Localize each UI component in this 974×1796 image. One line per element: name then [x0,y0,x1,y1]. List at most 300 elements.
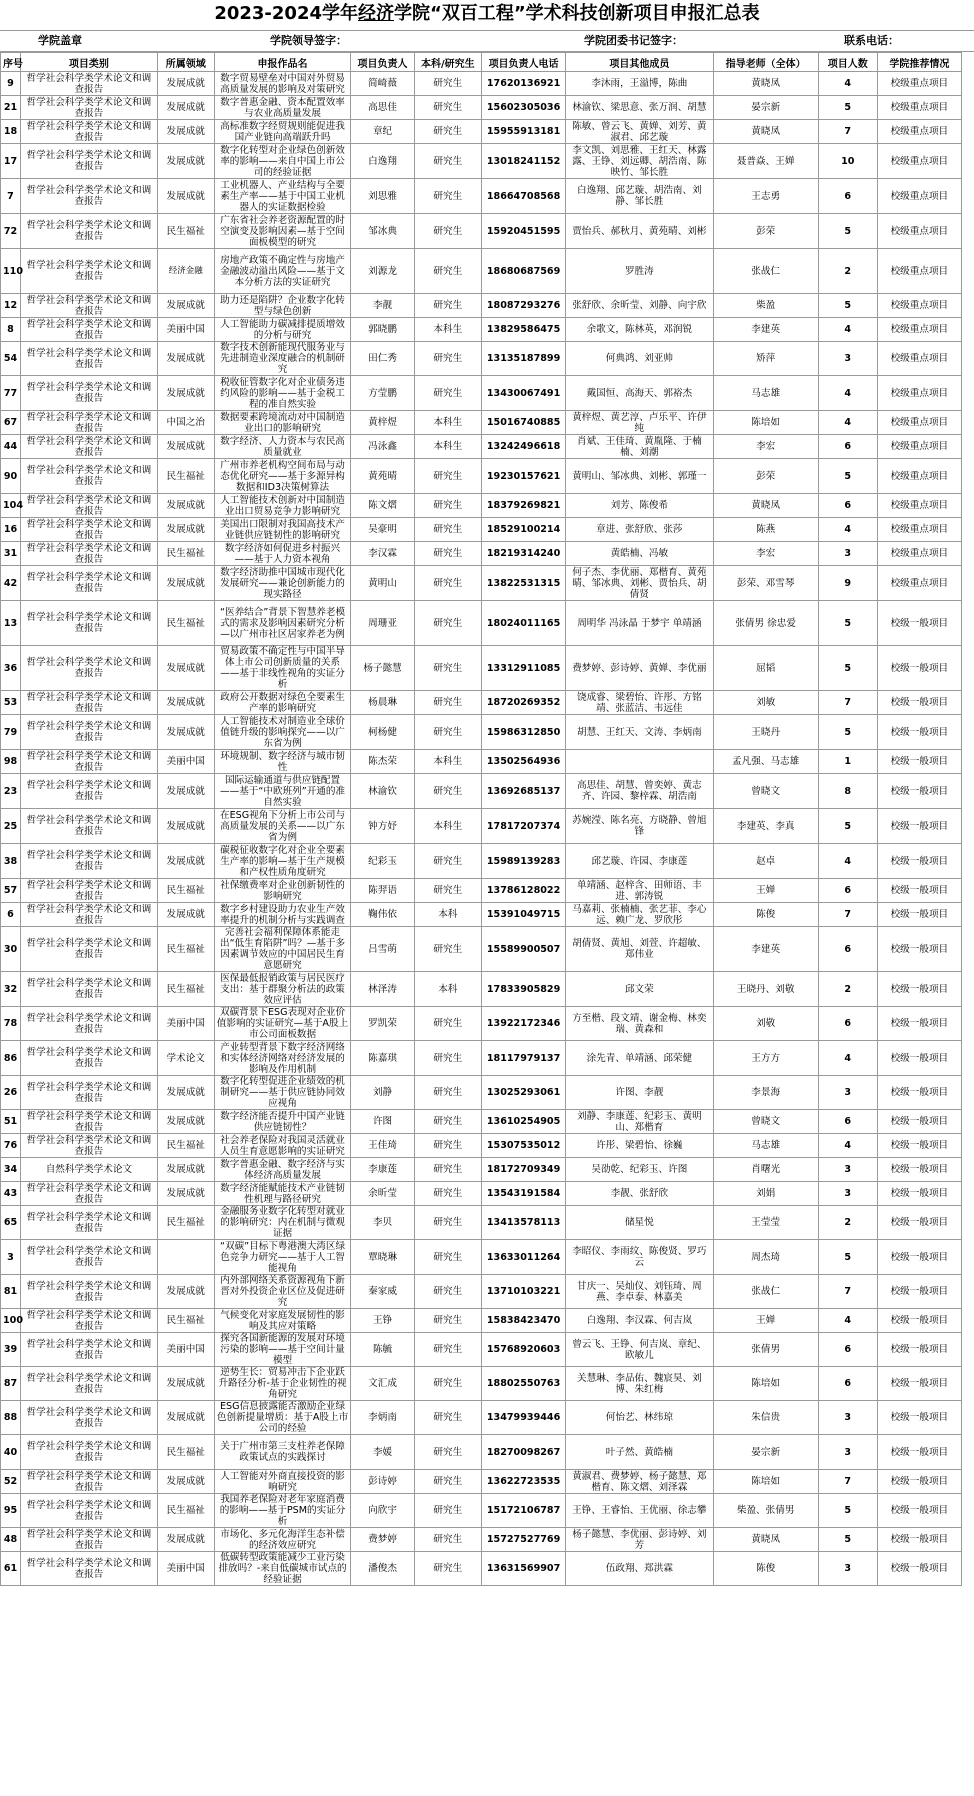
cell-category: 哲学社会科学类学术论文和调查报告 [20,646,157,691]
cell-field: 民生福祉 [157,972,214,1007]
cell-leader: 秦家威 [351,1275,414,1309]
cell-field: 发展成就 [157,1076,214,1110]
cell-category: 哲学社会科学类学术论文和调查报告 [20,1494,157,1528]
col-count: 项目人数 [818,53,877,72]
cell-leader: 郭晓鹏 [351,318,414,342]
cell-advisor: 晏宗新 [713,1435,818,1470]
cell-recommend: 校级一般项目 [877,1435,961,1470]
cell-phone: 13922172346 [481,1007,565,1041]
cell-members: 王铮、王睿怡、王优丽、徐志攀 [566,1494,713,1528]
cell-level: 研究生 [414,691,481,715]
cell-name: 高标准数字经贸规则能促进我国产业链向高端跃升吗 [214,120,351,144]
col-phone: 项目负责人电话 [481,53,565,72]
cell-phone: 13692685137 [481,774,565,809]
cell-field: 民生福祉 [157,879,214,903]
cell-no: 72 [1,214,21,249]
cell-level: 研究生 [414,1134,481,1158]
cell-name: 人工智能技术创新对中国制造业出口贸易竞争力影响研究 [214,494,351,518]
cell-phone: 13430067491 [481,376,565,411]
cell-count: 7 [818,903,877,927]
cell-level: 研究生 [414,1206,481,1240]
cell-members: 何怡艺、林纬琼 [566,1401,713,1435]
cell-no: 25 [1,809,21,844]
cell-no: 26 [1,1076,21,1110]
col-field: 所属领域 [157,53,214,72]
cell-recommend: 校级重点项目 [877,249,961,294]
cell-name: 数字贸易壁垒对中国对外贸易高质量发展的影响及对策研究 [214,72,351,96]
cell-advisor: 肖曙光 [713,1158,818,1182]
cell-field: 民生福祉 [157,459,214,494]
cell-no: 7 [1,179,21,214]
cell-phone: 17833905829 [481,972,565,1007]
cell-no: 81 [1,1275,21,1309]
cell-level: 研究生 [414,1552,481,1586]
cell-leader: 王铮 [351,1309,414,1333]
cell-no: 100 [1,1309,21,1333]
cell-no: 8 [1,318,21,342]
cell-field: 发展成就 [157,376,214,411]
cell-advisor: 张倩男 [713,1333,818,1367]
cell-field: 发展成就 [157,774,214,809]
cell-count: 5 [818,294,877,318]
cell-name: 美国出口限制对我国高技术产业链供应链韧性的影响研究 [214,518,351,542]
cell-advisor: 孟凡强、马志雄 [713,750,818,774]
cell-category: 哲学社会科学类学术论文和调查报告 [20,809,157,844]
cell-category: 哲学社会科学类学术论文和调查报告 [20,715,157,750]
cell-level: 研究生 [414,1007,481,1041]
cell-level: 研究生 [414,542,481,566]
cell-name: “医养结合”背景下智慧养老模式的需求及影响因素研究分析—以广州市社区居家养老为例 [214,601,351,646]
cell-recommend: 校级重点项目 [877,318,961,342]
cell-field: 发展成就 [157,120,214,144]
col-no: 序号 [1,53,21,72]
cell-no: 32 [1,972,21,1007]
cell-advisor: 黄晓凤 [713,494,818,518]
cell-category: 哲学社会科学类学术论文和调查报告 [20,903,157,927]
cell-members: 邱文荣 [566,972,713,1007]
table-row [1,1552,962,1586]
cell-count: 6 [818,879,877,903]
cell-field: 发展成就 [157,435,214,459]
cell-leader: 杨子懿慧 [351,646,414,691]
cell-name: 产业转型背景下数字经济网络和实体经济网络对经济发展的影响及作用机制 [214,1041,351,1076]
cell-advisor: 屈韬 [713,646,818,691]
cell-advisor: 张战仁 [713,249,818,294]
table-row [1,1182,962,1206]
table-row [1,1309,962,1333]
cell-level: 本科 [414,903,481,927]
cell-members: 黄梓煜、黄艺淳、卢乐平、许伊纯 [566,411,713,435]
cell-phone: 18270098267 [481,1435,565,1470]
cell-leader: 李媛 [351,1435,414,1470]
cell-phone: 13710103221 [481,1275,565,1309]
cell-category: 哲学社会科学类学术论文和调查报告 [20,1470,157,1494]
cell-leader: 鞠伟依 [351,903,414,927]
cell-members: 刘静、李康莲、纪彩玉、黄明山、郑楷育 [566,1110,713,1134]
cell-members: 涂先青、单靖涵、邱荣健 [566,1041,713,1076]
cell-field: 美丽中国 [157,1552,214,1586]
cell-leader: 李汉霖 [351,542,414,566]
cell-phone: 15602305036 [481,96,565,120]
cell-leader: 方莹鹏 [351,376,414,411]
cell-field: 发展成就 [157,1528,214,1552]
cell-no: 77 [1,376,21,411]
cell-category: 哲学社会科学类学术论文和调查报告 [20,214,157,249]
cell-advisor: 赵卓 [713,844,818,879]
cell-name: 数字经济能赋能技术产业链韧性机理与路径研究 [214,1182,351,1206]
cell-leader: 简崎薇 [351,72,414,96]
table-row [1,1041,962,1076]
cell-field: 发展成就 [157,1110,214,1134]
table-body [1,72,962,1586]
cell-field: 发展成就 [157,691,214,715]
cell-members: 黄皓楠、冯敏 [566,542,713,566]
cell-no: 17 [1,144,21,179]
cell-level: 研究生 [414,1041,481,1076]
cell-category: 哲学社会科学类学术论文和调查报告 [20,844,157,879]
cell-leader: 吕雪萌 [351,927,414,972]
cell-count: 5 [818,715,877,750]
cell-field: 发展成就 [157,1158,214,1182]
cell-leader: 彭诗婷 [351,1470,414,1494]
cell-no: 44 [1,435,21,459]
cell-members: 伍政翔、郑洪霖 [566,1552,713,1586]
cell-category: 哲学社会科学类学术论文和调查报告 [20,144,157,179]
cell-leader: 陈毓 [351,1333,414,1367]
cell-advisor: 聂普焱、王婵 [713,144,818,179]
cell-recommend: 校级重点项目 [877,494,961,518]
cell-count: 10 [818,144,877,179]
cell-category: 哲学社会科学类学术论文和调查报告 [20,972,157,1007]
cell-category: 哲学社会科学类学术论文和调查报告 [20,318,157,342]
cell-advisor: 黄晓凤 [713,120,818,144]
cell-recommend: 校级重点项目 [877,294,961,318]
cell-recommend: 校级一般项目 [877,1158,961,1182]
cell-phone: 13242496618 [481,435,565,459]
table-row [1,879,962,903]
cell-name: 广东省社会养老资源配置的时空演变及影响因素—基于空间面板模型的研究 [214,214,351,249]
cell-leader: 覃晓琳 [351,1240,414,1275]
cell-advisor: 张战仁 [713,1275,818,1309]
cell-phone: 13479939446 [481,1401,565,1435]
cell-field: 发展成就 [157,1275,214,1309]
cell-phone: 13631569907 [481,1552,565,1586]
cell-no: 40 [1,1435,21,1470]
cell-level: 研究生 [414,879,481,903]
cell-recommend: 校级一般项目 [877,715,961,750]
cell-field: 中国之治 [157,411,214,435]
cell-count: 4 [818,1309,877,1333]
cell-members: 李沐雨，王溢博，陈曲 [566,72,713,96]
cell-phone: 18117979137 [481,1041,565,1076]
table-row [1,249,962,294]
cell-phone: 15955913181 [481,120,565,144]
cell-level: 研究生 [414,1470,481,1494]
table-row [1,318,962,342]
cell-field: 民生福祉 [157,1435,214,1470]
cell-recommend: 校级重点项目 [877,72,961,96]
cell-phone: 13610254905 [481,1110,565,1134]
cell-name: 探究各国新能源的发展对环境污染的影响——基于空间计量模型 [214,1333,351,1367]
cell-members: 李靓、张舒欣 [566,1182,713,1206]
cell-phone: 15589900507 [481,927,565,972]
cell-recommend: 校级重点项目 [877,459,961,494]
page-title [0,0,974,30]
cell-recommend: 校级重点项目 [877,214,961,249]
table-row [1,1206,962,1240]
cell-no: 16 [1,518,21,542]
cell-name: 气候变化对家庭发展韧性的影响及其应对策略 [214,1309,351,1333]
table-row [1,376,962,411]
cell-members: 饶成睿、梁碧怡、许彤、方铭靖、张蓝洁、韦远佳 [566,691,713,715]
cell-field: 发展成就 [157,1182,214,1206]
cell-field: 美丽中国 [157,1007,214,1041]
cell-category: 哲学社会科学类学术论文和调查报告 [20,342,157,376]
cell-count: 5 [818,809,877,844]
cell-advisor: 王晓丹、刘敬 [713,972,818,1007]
cell-no: 31 [1,542,21,566]
cell-advisor: 王莹莹 [713,1206,818,1240]
title-rest: 学院“双百工程”学术科技创新项目申报汇总表 [394,3,760,24]
cell-leader: 陈文熠 [351,494,414,518]
cell-leader: 陈羿语 [351,879,414,903]
cell-advisor: 彭荣、邓雪琴 [713,566,818,601]
cell-no: 110 [1,249,21,294]
cell-leader: 刘源龙 [351,249,414,294]
cell-advisor: 矫萍 [713,342,818,376]
cell-count: 6 [818,1007,877,1041]
cell-field: 美丽中国 [157,318,214,342]
cell-category: 哲学社会科学类学术论文和调查报告 [20,72,157,96]
cell-no: 39 [1,1333,21,1367]
cell-no: 52 [1,1470,21,1494]
cell-count: 4 [818,72,877,96]
table-row [1,72,962,96]
cell-advisor: 彭荣 [713,214,818,249]
cell-name: 内外部网络关系资源视角下新晋对外投资企业区位及促进研究 [214,1275,351,1309]
cell-field: 发展成就 [157,715,214,750]
cell-field: 发展成就 [157,1401,214,1435]
cell-name: 数字化转型促进企业绩效的机制研究——基于供应链协同效应视角 [214,1076,351,1110]
cell-level: 研究生 [414,459,481,494]
cell-field: 发展成就 [157,342,214,376]
cell-field: 发展成就 [157,518,214,542]
cell-advisor: 王晓丹 [713,715,818,750]
cell-level: 研究生 [414,1076,481,1110]
cell-category: 哲学社会科学类学术论文和调查报告 [20,1076,157,1110]
cell-leader: 吴豪明 [351,518,414,542]
cell-members: 单靖涵、赵梓含、田师语、丰进、郭涛锐 [566,879,713,903]
cell-advisor: 曾晓文 [713,1110,818,1134]
cell-advisor: 李宏 [713,542,818,566]
cell-level: 研究生 [414,376,481,411]
cell-field: 发展成就 [157,1470,214,1494]
cell-level: 研究生 [414,774,481,809]
cell-name: 房地产政策不确定性与房地产金融波动溢出风险——基于文本分析方法的实证研究 [214,249,351,294]
cell-leader: 钟方妤 [351,809,414,844]
cell-members: 储星悦 [566,1206,713,1240]
cell-count: 2 [818,1206,877,1240]
cell-category: 哲学社会科学类学术论文和调查报告 [20,1110,157,1134]
cell-count: 4 [818,1134,877,1158]
table-row [1,214,962,249]
cell-name: ESG信息披露能否激励企业绿色创新提量增质：基于A股上市公司的经验 [214,1401,351,1435]
cell-field: 发展成就 [157,809,214,844]
table-row [1,411,962,435]
table-row [1,1333,962,1367]
cell-field: 发展成就 [157,903,214,927]
cell-name: 医保最低报销政策与居民医疗支出：基于群聚分析法的政策效应评估 [214,972,351,1007]
cell-category: 哲学社会科学类学术论文和调查报告 [20,1435,157,1470]
cell-recommend: 校级一般项目 [877,1401,961,1435]
cell-members: 许图、李靓 [566,1076,713,1110]
cell-phone: 17817207374 [481,809,565,844]
cell-members: 叶子然、黄皓楠 [566,1435,713,1470]
cell-name: 广州市养老机构空间布局与动态优化研究——基于多源异构数据和ID3决策树算法 [214,459,351,494]
cell-members: 肖斌、王佳琦、黄胤隆、于楠楠、刘潮 [566,435,713,459]
cell-phone: 15986312850 [481,715,565,750]
cell-category: 哲学社会科学类学术论文和调查报告 [20,249,157,294]
cell-members: 费梦婷、彭诗婷、黄婵、李优丽 [566,646,713,691]
cell-count: 6 [818,927,877,972]
cell-leader: 柯杨健 [351,715,414,750]
cell-no: 18 [1,120,21,144]
cell-name: 人工智能技术对制造业全球价值链升级的影响探究——以广东省为例 [214,715,351,750]
table-row [1,1007,962,1041]
cell-leader: 李靓 [351,294,414,318]
cell-category: 哲学社会科学类学术论文和调查报告 [20,494,157,518]
table-row [1,691,962,715]
cell-category: 哲学社会科学类学术论文和调查报告 [20,927,157,972]
cell-field: 发展成就 [157,844,214,879]
cell-phone: 18802550763 [481,1367,565,1401]
cell-no: 67 [1,411,21,435]
cell-count: 5 [818,96,877,120]
cell-field: 发展成就 [157,494,214,518]
cell-field: 发展成就 [157,646,214,691]
cell-phone: 15391049715 [481,903,565,927]
cell-phone: 18529100214 [481,518,565,542]
cell-field: 发展成就 [157,179,214,214]
cell-phone: 15307535012 [481,1134,565,1158]
cell-phone: 13633011264 [481,1240,565,1275]
cell-name: 社会养老保险对我国灵活就业人员生育意愿影响的实证研究 [214,1134,351,1158]
col-members: 项目其他成员 [566,53,713,72]
cell-no: 57 [1,879,21,903]
cell-phone: 15727527769 [481,1528,565,1552]
cell-advisor: 李景海 [713,1076,818,1110]
cell-category: 哲学社会科学类学术论文和调查报告 [20,1401,157,1435]
cell-members: 杨子懿慧、李优丽、彭诗婷、刘芳 [566,1528,713,1552]
cell-phone: 18680687569 [481,249,565,294]
table-header-row [1,53,962,72]
cell-members: 马嘉莉、张楠楠、张艺菲、李心远、赖广龙、罗欣彤 [566,903,713,927]
table-row [1,601,962,646]
cell-members: 高思佳、胡慧、曾奕婷、黄志齐、许园、黎梓霖、胡浩南 [566,774,713,809]
cell-recommend: 校级一般项目 [877,1333,961,1367]
col-category: 项目类别 [20,53,157,72]
cell-field: 美丽中国 [157,750,214,774]
cell-count: 5 [818,1528,877,1552]
cell-level: 研究生 [414,1367,481,1401]
cell-field: 发展成就 [157,72,214,96]
cell-leader: 冯泳鑫 [351,435,414,459]
cell-level: 研究生 [414,844,481,879]
cell-leader: 黄梓煜 [351,411,414,435]
cell-members: 白逸翔、李汉霖、何吉岚 [566,1309,713,1333]
table-row [1,566,962,601]
project-table [0,52,962,1586]
cell-no: 76 [1,1134,21,1158]
cell-no: 95 [1,1494,21,1528]
cell-name: 双碳背景下ESG表现对企业价值影响的实证研究—基于A股上市公司面板数据 [214,1007,351,1041]
cell-recommend: 校级一般项目 [877,1275,961,1309]
cell-phone: 13786128022 [481,879,565,903]
cell-recommend: 校级一般项目 [877,844,961,879]
cell-advisor: 陈俊 [713,903,818,927]
cell-level: 研究生 [414,96,481,120]
cell-level: 研究生 [414,1275,481,1309]
table-row [1,518,962,542]
cell-category: 哲学社会科学类学术论文和调查报告 [20,1007,157,1041]
cell-recommend: 校级一般项目 [877,774,961,809]
cell-field: 民生福祉 [157,1206,214,1240]
cell-recommend: 校级重点项目 [877,542,961,566]
cell-phone: 15768920603 [481,1333,565,1367]
cell-members: 何典鸿、刘亚帅 [566,342,713,376]
cell-leader: 文汇成 [351,1367,414,1401]
cell-category: 哲学社会科学类学术论文和调查报告 [20,542,157,566]
table-row [1,144,962,179]
cell-level: 研究生 [414,179,481,214]
col-recommend: 学院推荐情况 [877,53,961,72]
table-row [1,1435,962,1470]
cell-advisor: 黄晓凤 [713,72,818,96]
cell-leader: 刘思雅 [351,179,414,214]
cell-members: 余歌文，陈林英，邓润锐 [566,318,713,342]
cell-count: 1 [818,750,877,774]
cell-recommend: 校级一般项目 [877,1528,961,1552]
cell-count: 2 [818,972,877,1007]
title-year: 2023-2024学年 [214,3,358,24]
cell-advisor: 马志雄 [713,376,818,411]
table-row [1,1528,962,1552]
cell-no: 78 [1,1007,21,1041]
cell-field [157,1240,214,1275]
cell-members: 吴劭乾、纪彩玉、许图 [566,1158,713,1182]
cell-field: 民生福祉 [157,1134,214,1158]
cell-level: 研究生 [414,601,481,646]
cell-level: 研究生 [414,715,481,750]
cell-level: 研究生 [414,249,481,294]
cell-recommend: 校级一般项目 [877,646,961,691]
cell-level: 本科生 [414,411,481,435]
cell-recommend: 校级重点项目 [877,120,961,144]
cell-phone: 15172106787 [481,1494,565,1528]
table-row [1,459,962,494]
table-row [1,542,962,566]
cell-advisor: 彭荣 [713,459,818,494]
cell-category: 哲学社会科学类学术论文和调查报告 [20,601,157,646]
cell-count: 6 [818,1110,877,1134]
cell-category: 哲学社会科学类学术论文和调查报告 [20,435,157,459]
cell-field: 民生福祉 [157,1309,214,1333]
cell-name: 助力还是陷阱？企业数字化转型与绿色创新 [214,294,351,318]
cell-recommend: 校级一般项目 [877,903,961,927]
cell-advisor: 马志雄 [713,1134,818,1158]
cell-category: 哲学社会科学类学术论文和调查报告 [20,566,157,601]
cell-level: 研究生 [414,1182,481,1206]
